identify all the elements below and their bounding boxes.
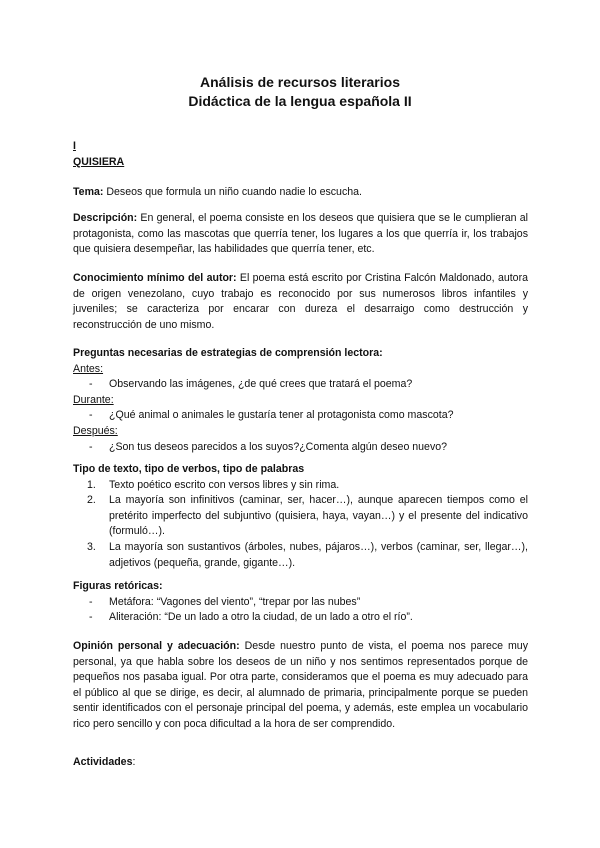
list-item: - Metáfora: “Vagones del viento”, “trepar por las nubes” bbox=[89, 595, 361, 608]
opinion-label: Opinión personal y adecuación: bbox=[73, 640, 240, 652]
list-item: 1. Texto poético escrito con versos libres y sin rima. bbox=[87, 478, 340, 491]
opinion-text: Desde nuestro punto de vista, el poema nos parece muy personal, ya que habla sobre los deseos de un niño y nos sentimos representados porque de pequeños nos pasaba igual. Por otra parte, consideramos que el poema es muy adecuado para el público al que se dirige, es decir, al alumnado de primaria, principalmente porque se pueden sentir identificados con el personaje principal del poema, y además, este emplea un vocabulario rico pero sencillo y con poca dificultad a la hora de ser comprendido. bbox=[73, 640, 528, 730]
preguntas-despues-label: Después: bbox=[73, 424, 118, 437]
preguntas-antes-label: Antes: bbox=[73, 362, 104, 375]
list-item: 2. La mayoría son infinitivos (caminar, ser, hacer…), aunque aparecen tiempos como el pretérito imperfecto del subjuntivo (quisiera, haya, vayan…) y el presente del indicativo (formuló…). bbox=[87, 494, 528, 538]
autor-text: El poema está escrito por Cristina Falcón Maldonado, autora de origen venezolano, cuyo trabajo es reconocido por sus numerosos libros infantiles y juveniles; se caracteriza por encarar con dureza el desarraigo como destrucción y reconstrucción de uno mismo. bbox=[73, 272, 528, 331]
tema-label: Tema: bbox=[73, 186, 104, 198]
tema-paragraph bbox=[73, 185, 528, 201]
preguntas-durante-label: Durante: bbox=[73, 393, 114, 406]
preguntas-section bbox=[73, 346, 528, 455]
preguntas-heading: Preguntas necesarias de estrategias de comprensión lectora: bbox=[73, 347, 383, 359]
descripcion-text: En general, el poema consiste en los deseos que quisiera que se le cumplieran al protagonista, como las mascotas que querría tener, los lugares a los que querría ir, los trabajos que quisiera desempeñar, las habilidades que querría tener, etc. bbox=[73, 212, 528, 256]
descripcion-paragraph bbox=[73, 211, 528, 258]
document-title: Análisis de recursos literarios bbox=[200, 74, 400, 90]
list-item: - Observando las imágenes, ¿de qué crees que tratará el poema? bbox=[89, 378, 413, 391]
tema-text: Deseos que formula un niño cuando nadie lo escucha. bbox=[103, 186, 362, 198]
actividades-heading: Actividades: bbox=[73, 756, 136, 768]
list-item: 3. La mayoría son sustantivos (árboles, nubes, pájaros…), verbos (caminar, ser, llegar…), adjetivos (pequeña, grande, gigante…). bbox=[87, 540, 528, 569]
tipo-heading: Tipo de texto, tipo de verbos, tipo de palabras bbox=[73, 463, 305, 475]
poem-title: QUISIERA bbox=[73, 156, 125, 168]
section-number: I bbox=[73, 140, 76, 152]
opinion-paragraph bbox=[73, 639, 528, 733]
list-item: - ¿Son tus deseos parecidos a los suyos?¿Comenta algún deseo nuevo? bbox=[89, 440, 448, 453]
tipo-section bbox=[73, 462, 528, 571]
list-item: - Aliteración: “De un lado a otro la ciudad, de un lado a otro el río”. bbox=[89, 611, 413, 624]
autor-paragraph bbox=[73, 271, 528, 333]
autor-label: Conocimiento mínimo del autor: bbox=[73, 272, 237, 284]
figuras-section bbox=[73, 579, 528, 626]
descripcion-label: Descripción: bbox=[73, 212, 138, 224]
figuras-heading: Figuras retóricas: bbox=[73, 580, 163, 592]
document-subtitle: Didáctica de la lengua española II bbox=[188, 93, 412, 109]
list-item: - ¿Qué animal o animales le gustaría tener al protagonista como mascota? bbox=[89, 409, 454, 422]
